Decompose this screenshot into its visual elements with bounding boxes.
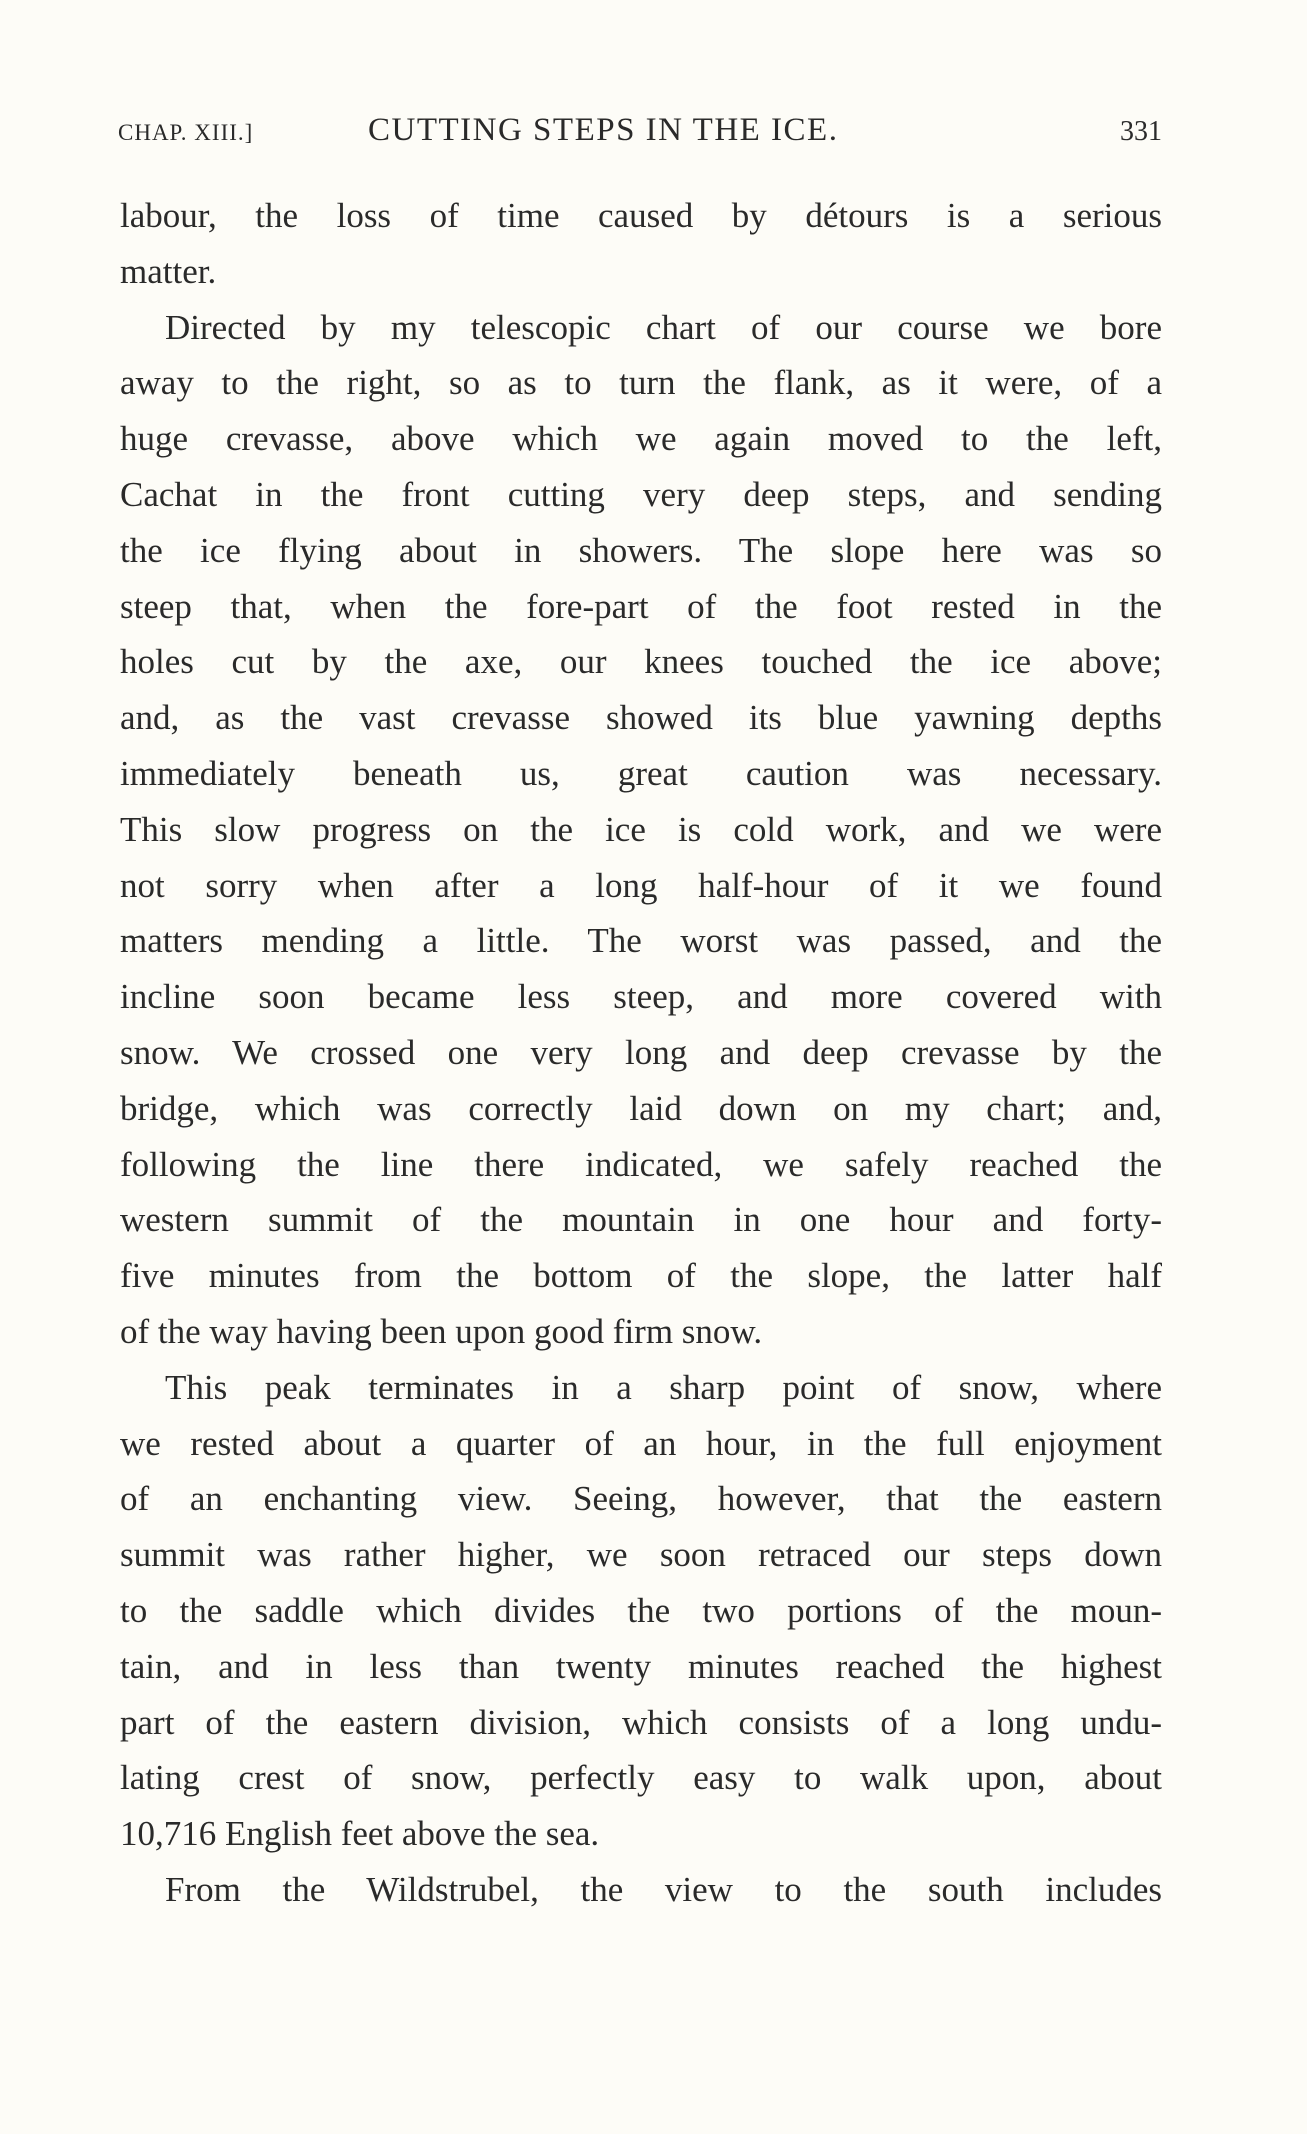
text-line: incline soon became less steep, and more covered with — [120, 977, 1162, 1017]
text-line: western summit of the mountain in one hour and forty- — [120, 1200, 1162, 1240]
text-line: bridge, which was correctly laid down on my chart; and, — [120, 1088, 1162, 1128]
text-line: matters mending a little. The worst was passed, and the — [120, 921, 1162, 961]
text-line: to the saddle which divides the two portions of the moun- — [120, 1590, 1162, 1630]
text-line: we rested about a quarter of an hour, in the full enjoyment — [120, 1423, 1162, 1463]
text-line: Cachat in the front cutting very deep steps, and sending — [120, 474, 1162, 514]
running-head — [118, 112, 1162, 156]
text-line: steep that, when the fore-part of the foot rested in the — [120, 586, 1162, 626]
text-line: tain, and in less than twenty minutes reached the highest — [120, 1646, 1162, 1686]
text-line: away to the right, so as to turn the flank, as it were, of a — [120, 363, 1162, 403]
text-line: not sorry when after a long half-hour of it we found — [120, 865, 1162, 905]
text-line: summit was rather higher, we soon retraced our steps down — [120, 1535, 1162, 1575]
text-line: lating crest of snow, perfectly easy to walk upon, about — [120, 1758, 1162, 1798]
text-line: This peak terminates in a sharp point of snow, where — [165, 1367, 1162, 1407]
text-line: following the line there indicated, we safely reached the — [120, 1144, 1162, 1184]
page-title: CUTTING STEPS IN THE ICE. — [368, 112, 839, 148]
text-line: 10,716 English feet above the sea. — [120, 1814, 600, 1854]
text-line: of an enchanting view. Seeing, however, that the eastern — [120, 1479, 1162, 1519]
text-line: Directed by my telescopic chart of our course we bore — [165, 307, 1162, 347]
text-line: the ice flying about in showers. The slope here was so — [120, 530, 1162, 570]
text-line: From the Wildstrubel, the view to the south includes — [165, 1869, 1162, 1909]
text-line: part of the eastern division, which consists of a long undu- — [120, 1702, 1162, 1742]
page-number: 331 — [1120, 116, 1162, 147]
text-line: and, as the vast crevasse showed its blue yawning depths — [120, 698, 1162, 738]
text-line: labour, the loss of time caused by détours is a serious — [120, 196, 1162, 235]
text-line: matter. — [120, 251, 217, 291]
text-line: huge crevasse, above which we again moved to the left, — [120, 419, 1162, 459]
body-text — [120, 188, 1162, 1918]
text-line: This slow progress on the ice is cold work, and we were — [120, 809, 1162, 849]
text-line: five minutes from the bottom of the slope, the latter half — [120, 1256, 1162, 1296]
text-line: snow. We crossed one very long and deep crevasse by the — [120, 1032, 1162, 1072]
chapter-label: CHAP. XIII.] — [118, 120, 254, 145]
text-line: holes cut by the axe, our knees touched the ice above; — [120, 642, 1162, 682]
text-line: immediately beneath us, great caution was necessary. — [120, 753, 1162, 793]
text-line: of the way having been upon good firm snow. — [120, 1311, 763, 1351]
